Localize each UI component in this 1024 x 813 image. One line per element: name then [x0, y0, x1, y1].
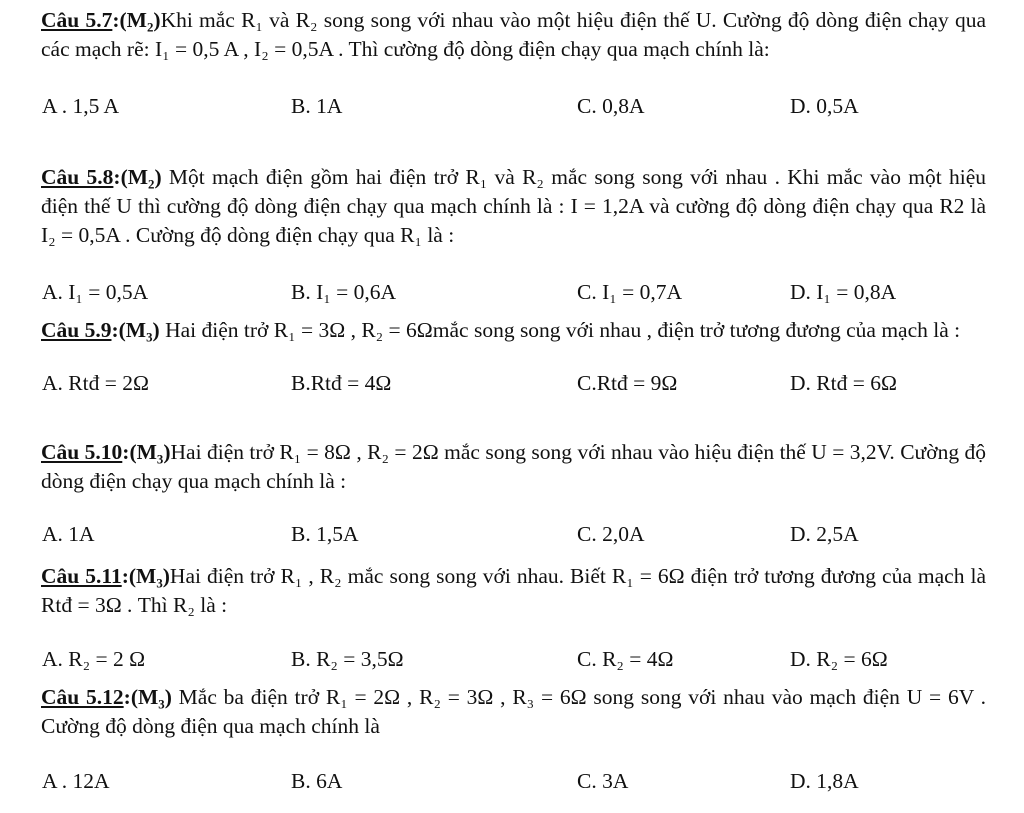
question-number: Câu 5.9: [41, 318, 112, 342]
question-number: Câu 5.7: [41, 8, 113, 32]
answer-options: [41, 767, 986, 796]
option-d[interactable]: D. 1,8A: [790, 769, 859, 793]
answer-options: [41, 369, 986, 398]
question-5-10: [41, 438, 986, 549]
difficulty-level: :(M₂): [113, 165, 162, 189]
question-stem: [41, 562, 986, 620]
question-text: Một mạch điện gồm hai điện trở R₁ và R₂ mắc song song với nhau . Khi mắc vào một hiệu điện thế U thì cường độ dòng điện chạy qua mạch chính là : I = 1,2A và cường độ dòng điện chạy qua R2 là I₂ = 0,5A . Cường độ dòng điện chạy qua R₁ là :: [41, 165, 986, 247]
question-number: Câu 5.12: [41, 685, 124, 709]
difficulty-level: :(M₂): [112, 8, 161, 32]
difficulty-level: :(M₃): [122, 440, 171, 464]
option-c[interactable]: C. 2,0A: [577, 522, 645, 546]
question-text: Hai điện trở R₁ = 8Ω , R₂ = 2Ω mắc song song với nhau vào hiệu điện thế U = 3,2V. Cường độ dòng điện chạy qua mạch chính là :: [41, 440, 987, 493]
answer-options: [41, 520, 986, 549]
option-c[interactable]: C. R₂ = 4Ω: [577, 647, 674, 671]
question-stem: [41, 316, 986, 345]
option-d[interactable]: D. 2,5A: [790, 522, 859, 546]
question-text: Mắc ba điện trở R₁ = 2Ω , R₂ = 3Ω , R₃ = 6Ω song song với nhau vào mạch điện U = 6V . Cường độ dòng điện qua mạch chính là: [41, 685, 987, 738]
question-stem: [41, 438, 986, 496]
option-c[interactable]: C. 3A: [577, 769, 629, 793]
question-5-7: [41, 6, 986, 121]
difficulty-level: :(M₃): [111, 318, 160, 342]
option-b[interactable]: B.Rtđ = 4Ω: [291, 371, 392, 395]
option-c[interactable]: C. 0,8A: [577, 94, 645, 118]
option-b[interactable]: B. 1,5A: [291, 522, 359, 546]
question-5-12: [41, 683, 986, 796]
option-a[interactable]: A . 1,5 A: [42, 94, 120, 118]
option-a[interactable]: A . 12A: [42, 769, 110, 793]
question-stem: [41, 6, 986, 64]
option-b[interactable]: B. I₁ = 0,6A: [291, 280, 397, 304]
option-a[interactable]: A. 1A: [42, 522, 95, 546]
question-text: Hai điện trở R₁ , R₂ mắc song song với nhau. Biết R₁ = 6Ω điện trở tương đương của mạch là Rtđ = 3Ω . Thì R₂ là :: [41, 564, 986, 617]
answer-options: [41, 645, 986, 674]
option-d[interactable]: D. 0,5A: [790, 94, 859, 118]
question-5-8: [41, 163, 986, 307]
option-d[interactable]: D. Rtđ = 6Ω: [790, 371, 897, 395]
question-text: Khi mắc R₁ và R₂ song song với nhau vào một hiệu điện thế U. Cường độ dòng điện chạy qua các mạch rẽ: I₁ = 0,5 A , I₂ = 0,5A . Thì cường độ dòng điện chạy qua mạch chính là:: [41, 8, 986, 61]
option-d[interactable]: D. I₁ = 0,8A: [790, 280, 897, 304]
option-c[interactable]: C.Rtđ = 9Ω: [577, 371, 678, 395]
question-5-9: [41, 316, 986, 398]
question-stem: [41, 683, 986, 741]
question-5-11: [41, 562, 986, 674]
difficulty-level: :(M₃): [121, 564, 170, 588]
answer-options: [41, 92, 986, 121]
question-number: Câu 5.10: [41, 440, 123, 464]
option-d[interactable]: D. R₂ = 6Ω: [790, 647, 888, 671]
option-a[interactable]: A. R₂ = 2 Ω: [42, 647, 146, 671]
difficulty-level: :(M₃): [123, 685, 172, 709]
option-a[interactable]: A. Rtđ = 2Ω: [42, 371, 149, 395]
option-c[interactable]: C. I₁ = 0,7A: [577, 280, 683, 304]
question-number: Câu 5.8: [41, 165, 114, 189]
option-a[interactable]: A. I₁ = 0,5A: [42, 280, 149, 304]
option-b[interactable]: B. 1A: [291, 94, 343, 118]
answer-options: [41, 278, 986, 307]
question-text: Hai điện trở R₁ = 3Ω , R₂ = 6Ωmắc song song với nhau , điện trở tương đương của mạch là :: [159, 318, 961, 342]
question-number: Câu 5.11: [41, 564, 122, 588]
option-b[interactable]: B. R₂ = 3,5Ω: [291, 647, 404, 671]
option-b[interactable]: B. 6A: [291, 769, 343, 793]
question-stem: [41, 163, 986, 250]
